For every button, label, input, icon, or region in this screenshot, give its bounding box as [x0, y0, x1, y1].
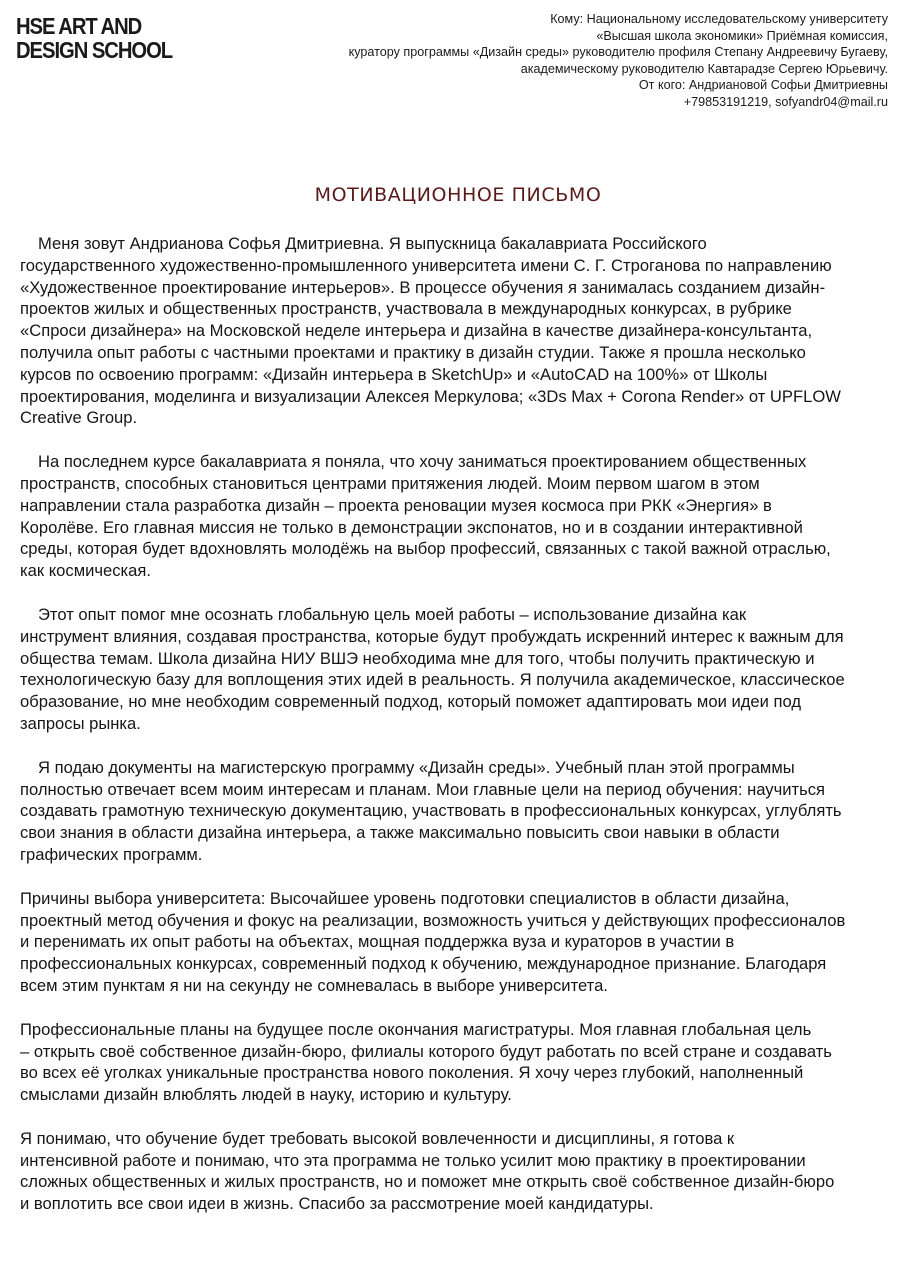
letter-title: МОТИВАЦИОННОЕ ПИСЬМО — [314, 184, 602, 206]
sender-contacts: +79853191219, sofyandr04@mail.ru — [683, 94, 888, 109]
paragraph-closing: Я понимаю, что обучение будет требовать высокой вовлеченности и дисциплины, я готова к интенсивной работе и понимаю, что эта программа не только усилит мою практику в проектировании сложных общественных и жилых пространств, но и поможет мне открыть своё собственное дизайн-бюро и воплотить все свои идеи в жизнь. Спасибо за рассмотрение моей кандидатуры. — [20, 1128, 835, 1214]
addressee-line: куратору программы «Дизайн среды» руководителю профиля Степану Андреевичу Бугаеву, — [348, 45, 888, 60]
addressee-line: академическому руководителю Кавтарадзе Сергею Юрьевичу. — [520, 61, 888, 76]
paragraph-future-plans: Профессиональные планы на будущее после окончания магистратуры. Моя главная глобальная цель – открыть своё собственное дизайн-бюро, филиалы которого будут работать по всей стране и создавать во всех её уголках уникальные пространства нового поколения. Я хочу через глубокий, наполненный смыслами дизайн влюблять людей в науку, историю и культуру. — [20, 1019, 832, 1105]
logo-line-1: HSE ART AND — [16, 13, 142, 39]
paragraph-global-goal: Этот опыт помог мне осознать глобальную цель моей работы – использование дизайна как инструмент влияния, создавая пространства, которые будут пробуждать искренний интерес к важным для общества темам. Школа дизайна НИУ ВШЭ необходима мне для того, чтобы получить практическую и технологическую базу для воплощения этих идей в реальность. Я получила академическое, классическое образование, но мне необходим современный подход, который поможет адаптировать мои идеи под запросы рынка. — [20, 604, 845, 733]
paragraph-intro: Меня зовут Андрианова Софья Дмитриевна. Я выпускница бакалавриата Российского государственного художественно-промышленного университета имени С. Г. Строганова по направлению «Художественное проектирование интерьеров». В процессе обучения я занималась созданием дизайн- проектов жилых и общественных пространств, участвовала в международных конкурсах, в рубрике «Спроси дизайнера» на Московской неделе интерьера и дизайна в качестве дизайнера-консультанта, получила опыт работы с частными проектами и практику в дизайн студии. Также я прошла несколько курсов по освоению программ: «Дизайн интерьера в SketchUp» и «AutoCAD на 100%» от Школы проектирования, моделинга и визуализации Алексея Меркулова; «3Ds Max + Corona Render» от UPFLOW Creative Group. — [20, 234, 841, 428]
addressee-block — [288, 11, 888, 111]
letter-body — [20, 233, 888, 1237]
school-logo — [16, 13, 173, 63]
paragraph-program-choice: Я подаю документы на магистерскую программу «Дизайн среды». Учебный план этой программы полностью отвечает всем моим интересам и планам. Мои главные цели на период обучения: научиться создавать грамотную техническую документацию, участвовать в профессиональных конкурсах, углублять свои знания в области дизайна интерьера, а также максимально повысить свои навыки в области графических программ. — [20, 757, 842, 864]
logo-line-2: DESIGN SCHOOL — [16, 37, 173, 63]
paragraph-university-reasons: Причины выбора университета: Высочайшее уровень подготовки специалистов в области дизайна, проектный метод обучения и фокус на реализации, возможность учиться у действующих профессионалов и перенимать их опыт работы на объектах, мощная поддержка вуза и кураторов в участии в профессиональных конкурсах, современный подход к обучению, международное признание. Благодаря всем этим пунктам я ни на секунду не сомневалась в выборе университета. — [20, 888, 846, 995]
sender-line: От кого: Андриановой Софьи Дмитриевны — [638, 78, 888, 93]
paragraph-public-spaces: На последнем курсе бакалавриата я поняла, что хочу заниматься проектированием общественных пространств, способных становиться центрами притяжения людей. Моим первом шагом в этом направлении стала разработка дизайн – проекта реновации музея космоса при РКК «Энергия» в Королёве. Его главная миссия не только в демонстрации экспонатов, но и в создании интерактивной среды, которая будет вдохновлять молодёжь на выбор профессий, связанных с такой важной отраслью, как космическая. — [20, 452, 831, 581]
addressee-line: Кому: Национальному исследовательскому университету — [550, 12, 888, 26]
addressee-line: «Высшая школа экономики» Приёмная комиссия, — [596, 28, 888, 43]
